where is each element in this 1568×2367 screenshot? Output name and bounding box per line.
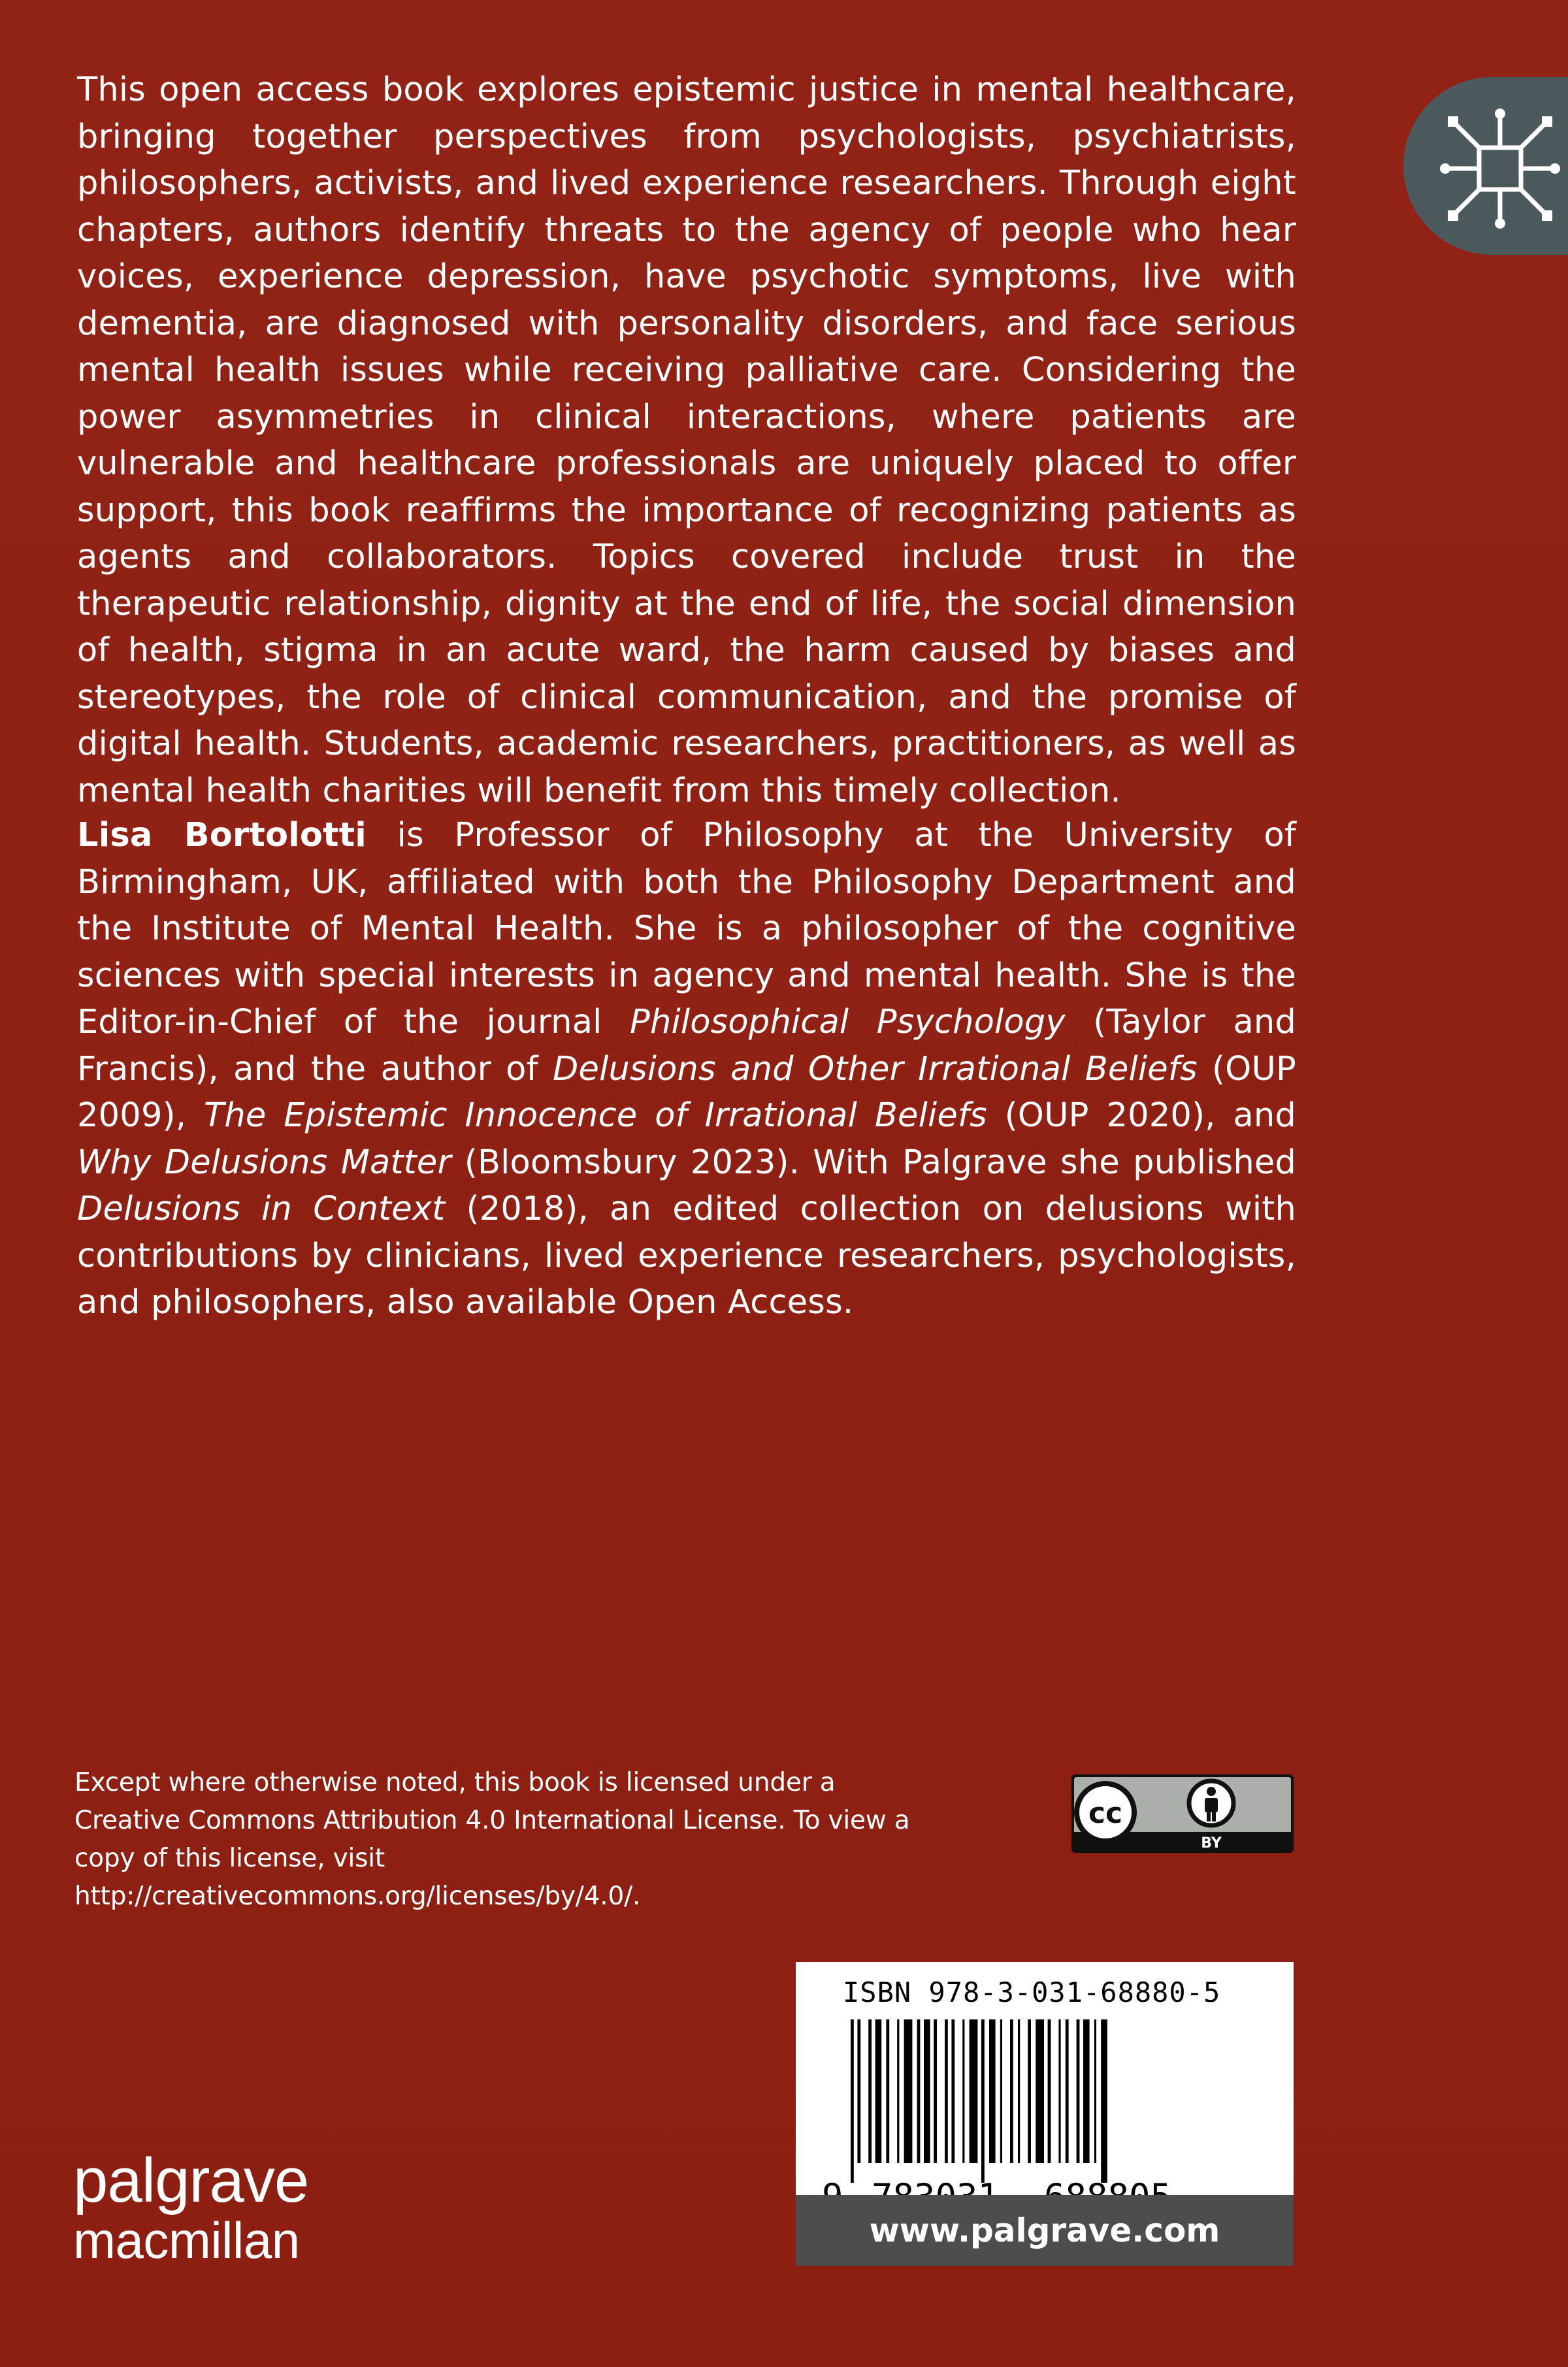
bio-text: (OUP 2009), <box>77 1049 1296 1135</box>
barcode-bar <box>1028 2019 1031 2163</box>
isbn-label: ISBN 978-3-031-68880-5 <box>843 1976 1221 2008</box>
by-label: BY <box>1201 1835 1222 1852</box>
barcode-bar <box>934 2019 937 2163</box>
barcode-bar <box>951 2019 955 2163</box>
barcode-bar <box>1094 2019 1096 2163</box>
author-bio <box>77 812 1296 1326</box>
barcode-bar <box>875 2019 882 2163</box>
barcode-bar <box>1101 2019 1107 2183</box>
cc-mark: cc <box>1088 1797 1123 1830</box>
barcode-bar <box>1066 2019 1069 2163</box>
barcode-bar <box>962 2019 964 2163</box>
barcode-bar <box>989 2019 996 2163</box>
publisher-website[interactable]: www.palgrave.com <box>796 2195 1294 2266</box>
logo-line-2: macmillan <box>73 2212 300 2269</box>
barcode-bar <box>1010 2019 1013 2163</box>
license-notice: Except where otherwise noted, this book is licensed under a Creative Commons Attribution 4.0 International License. To view a copy of this license, visit http://creativecommons.org/licenses/by/4.0/. <box>74 1768 910 1911</box>
barcode-bar <box>1018 2019 1020 2163</box>
bio-text: (Taylor and Francis), and the author of <box>77 1003 1296 1088</box>
bio-text: (2018), an edited collection on delusions with contributions by clinicians, lived experience researchers, psychologists, and philosophers, also available Open Access. <box>77 1190 1296 1322</box>
journal-title: Philosophical Psychology <box>629 1003 1066 1041</box>
barcode-bar <box>897 2019 899 2163</box>
book-description: This open access book explores epistemic justice in mental healthcare, bringing together perspectives from psychologists, psychiatrists, philosophers, activists, and lived experience researchers. Through eight chapters, authors identify threats to the agency of people who hear voices, experience depression, have psychotic symptoms, live with dementia, are diagnosed with personality disorders, and face serious mental health issues while receiving palliative care. Considering the power asymmetries in clinical interactions, where patients are vulnerable and healthcare professionals are uniquely placed to offer support, this book reaffirms the importance of recognizing patients as agents and collaborators. Topics covered include trust in the therapeutic relationship, dignity at the end of life, the social dimension of health, stigma in an acute ward, the harm caused by biases and stereotypes, the role of clinical communication, and the promise of digital health. Students, academic researchers, practitioners, as well as mental health charities will benefit from this timely collection. <box>77 71 1296 810</box>
barcode-bar <box>1058 2019 1060 2163</box>
network-emblem-icon <box>1435 103 1565 234</box>
barcode-bar <box>904 2019 913 2163</box>
bio-text: is Professor of Philosophy at the University of Birmingham, UK, affiliated with both the Philosophy Department and the Institute of Mental Health. She is a philosopher of the cognitive sciences with special interests in agency and mental health. She is the Editor-in-Chief of the journal <box>77 816 1296 1041</box>
barcode-bar <box>1077 2019 1080 2163</box>
barcode-bar <box>945 2019 948 2163</box>
bio-text: (Bloomsbury 2023). With Palgrave she published <box>451 1143 1296 1182</box>
logo-line-1: palgrave <box>73 2146 309 2215</box>
cc-by-icon <box>1071 1774 1294 1853</box>
author-name: Lisa Bortolotti <box>77 816 367 855</box>
book-title: Delusions in Context <box>77 1190 446 1228</box>
book-title: Why Delusions Matter <box>77 1143 451 1182</box>
barcode-bar <box>886 2019 889 2163</box>
barcode-bar <box>851 2019 854 2183</box>
cc-by-license-badge[interactable] <box>1071 1774 1294 1853</box>
barcode-bar <box>970 2019 978 2163</box>
barcode-bar <box>917 2019 921 2163</box>
book-title: Delusions and Other Irrational Beliefs <box>553 1049 1198 1088</box>
barcode-bar <box>1048 2019 1051 2163</box>
book-title: The Epistemic Innocence of Irrational Beliefs <box>203 1096 987 1135</box>
barcode-bars <box>822 2019 1240 2215</box>
barcode-bar <box>981 2019 985 2183</box>
bio-text: (OUP 2020), and <box>987 1096 1296 1135</box>
barcode-bar <box>1036 2019 1044 2163</box>
barcode-bar <box>1000 2019 1002 2163</box>
barcode-bar <box>924 2019 930 2163</box>
barcode-bar <box>857 2019 860 2163</box>
barcode-bar <box>1083 2019 1090 2163</box>
barcode-bar <box>868 2019 872 2163</box>
publisher-logo <box>73 2146 309 2269</box>
